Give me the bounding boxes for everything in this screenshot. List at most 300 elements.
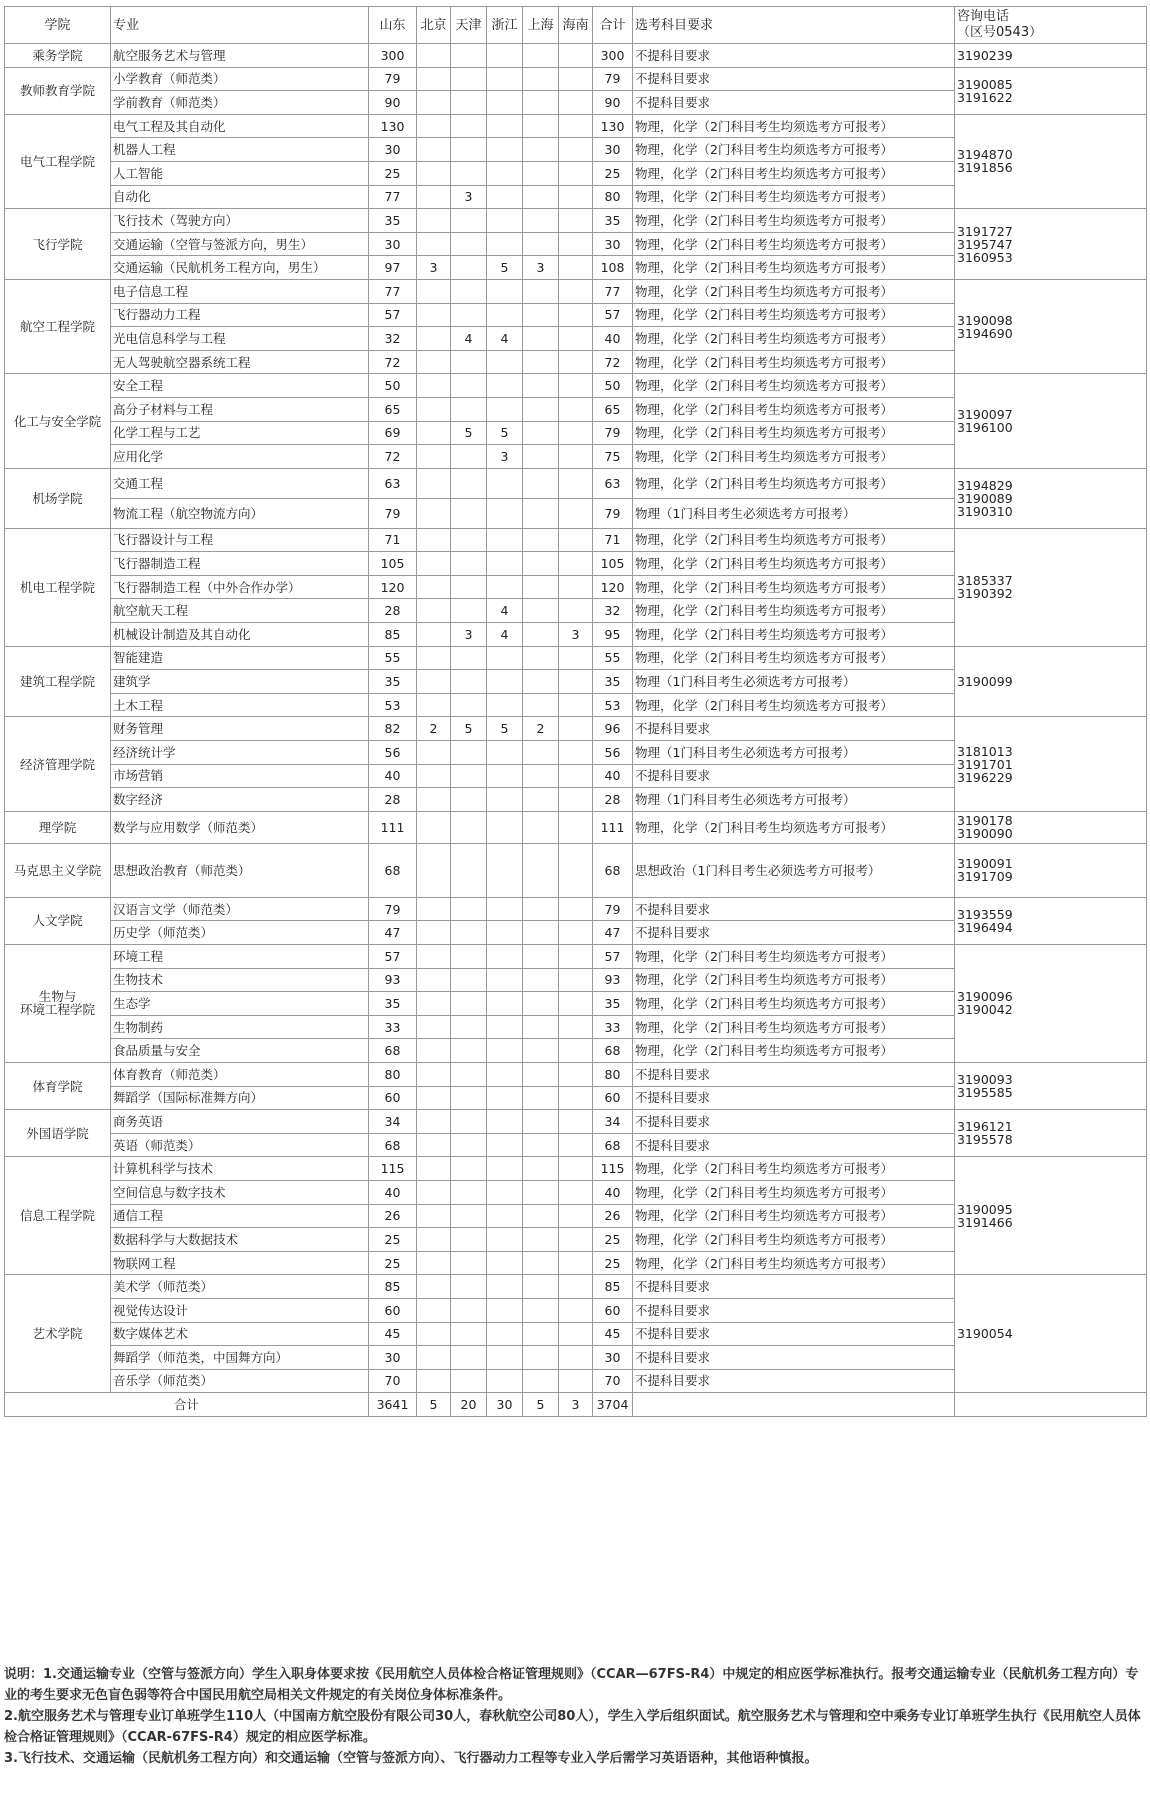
quota-zhejiang: [487, 992, 523, 1016]
subject-requirement: 物理，化学（2门科目考生均须选考方可报考）: [633, 623, 955, 647]
quota-zhejiang: [487, 1346, 523, 1370]
phone-number: 3190091: [957, 856, 1013, 872]
quota-zhejiang: [487, 788, 523, 812]
quota-hainan: [559, 445, 593, 469]
quota-beijing: [417, 897, 451, 921]
quota-total: 30: [593, 232, 633, 256]
college-cell: 信息工程学院: [5, 1157, 111, 1275]
quota-zhejiang: [487, 1062, 523, 1086]
subject-requirement: 不提科目要求: [633, 44, 955, 68]
quota-beijing: [417, 1275, 451, 1299]
phone-cell: [955, 843, 1147, 897]
quota-shandong: 35: [369, 992, 417, 1016]
quota-shanghai: [523, 350, 559, 374]
summary-beijing: 5: [417, 1393, 451, 1417]
college-cell: [5, 945, 111, 1063]
quota-total: 35: [593, 670, 633, 694]
quota-hainan: [559, 1369, 593, 1393]
quota-shanghai: [523, 1251, 559, 1275]
quota-tianjin: [451, 968, 487, 992]
quota-tianjin: [451, 670, 487, 694]
quota-zhejiang: 5: [487, 421, 523, 445]
quota-shandong: 79: [369, 498, 417, 528]
major-cell: 自动化: [111, 185, 369, 209]
college-cell: 航空工程学院: [5, 279, 111, 373]
quota-zhejiang: [487, 1204, 523, 1228]
enrollment-plan-table: [4, 6, 1147, 1417]
table-row: [5, 646, 1147, 670]
quota-zhejiang: [487, 350, 523, 374]
quota-shanghai: [523, 185, 559, 209]
quota-tianjin: [451, 468, 487, 498]
quota-hainan: [559, 788, 593, 812]
quota-total: 80: [593, 1062, 633, 1086]
quota-shanghai: [523, 1015, 559, 1039]
quota-tianjin: [451, 209, 487, 233]
phone-cell: [955, 646, 1147, 717]
phone-number: 3190096: [957, 989, 1013, 1005]
quota-hainan: [559, 1228, 593, 1252]
phone-cell: [955, 468, 1147, 528]
quota-hainan: [559, 256, 593, 280]
quota-shanghai: [523, 1298, 559, 1322]
quota-zhejiang: 4: [487, 623, 523, 647]
quota-hainan: [559, 1133, 593, 1157]
summary-total: 3704: [593, 1393, 633, 1417]
quota-shandong: 68: [369, 843, 417, 897]
quota-zhejiang: [487, 741, 523, 765]
quota-beijing: [417, 1251, 451, 1275]
subject-requirement: 物理，化学（2门科目考生均须选考方可报考）: [633, 256, 955, 280]
subject-requirement: 物理，化学（2门科目考生均须选考方可报考）: [633, 528, 955, 552]
major-cell: 物联网工程: [111, 1251, 369, 1275]
quota-shandong: 97: [369, 256, 417, 280]
header-major: 专业: [111, 7, 369, 44]
quota-hainan: [559, 843, 593, 897]
subject-requirement: 物理，化学（2门科目考生均须选考方可报考）: [633, 992, 955, 1016]
subject-requirement: 物理，化学（2门科目考生均须选考方可报考）: [633, 374, 955, 398]
major-cell: 土木工程: [111, 693, 369, 717]
quota-shanghai: [523, 1133, 559, 1157]
quota-tianjin: 4: [451, 327, 487, 351]
major-cell: 数学与应用数学（师范类）: [111, 811, 369, 843]
major-cell: 英语（师范类）: [111, 1133, 369, 1157]
quota-total: 40: [593, 327, 633, 351]
quota-total: 47: [593, 921, 633, 945]
quota-shandong: 70: [369, 1369, 417, 1393]
subject-requirement: 物理，化学（2门科目考生均须选考方可报考）: [633, 945, 955, 969]
quota-total: 115: [593, 1157, 633, 1181]
header-zhejiang: 浙江: [487, 7, 523, 44]
quota-zhejiang: 4: [487, 599, 523, 623]
phone-number: 3190310: [957, 503, 1013, 519]
quota-hainan: [559, 1157, 593, 1181]
phone-cell: [955, 897, 1147, 944]
quota-shanghai: [523, 599, 559, 623]
quota-total: 30: [593, 138, 633, 162]
table-row: [5, 945, 1147, 969]
quota-beijing: [417, 670, 451, 694]
major-cell: 数字媒体艺术: [111, 1322, 369, 1346]
subject-requirement: 不提科目要求: [633, 717, 955, 741]
phone-cell: [955, 1157, 1147, 1275]
quota-beijing: 3: [417, 256, 451, 280]
subject-requirement: 物理，化学（2门科目考生均须选考方可报考）: [633, 693, 955, 717]
quota-shandong: 69: [369, 421, 417, 445]
college-cell: 飞行学院: [5, 209, 111, 280]
phone-cell: [955, 67, 1147, 114]
subject-requirement: 物理，化学（2门科目考生均须选考方可报考）: [633, 1180, 955, 1204]
table-row: [5, 209, 1147, 233]
quota-total: 90: [593, 91, 633, 115]
quota-shanghai: [523, 921, 559, 945]
quota-total: 85: [593, 1275, 633, 1299]
major-cell: 飞行器设计与工程: [111, 528, 369, 552]
subject-requirement: 物理，化学（2门科目考生均须选考方可报考）: [633, 397, 955, 421]
quota-tianjin: [451, 1228, 487, 1252]
subject-requirement: 物理，化学（2门科目考生均须选考方可报考）: [633, 161, 955, 185]
quota-tianjin: [451, 256, 487, 280]
quota-shanghai: [523, 528, 559, 552]
subject-requirement: 不提科目要求: [633, 1086, 955, 1110]
subject-requirement: 物理，化学（2门科目考生均须选考方可报考）: [633, 811, 955, 843]
phone-number: 3160953: [957, 249, 1013, 265]
summary-hainan: 3: [559, 1393, 593, 1417]
quota-shanghai: [523, 1157, 559, 1181]
quota-shanghai: [523, 1110, 559, 1134]
subject-requirement: 不提科目要求: [633, 1298, 955, 1322]
phone-cell: [955, 945, 1147, 1063]
quota-shanghai: [523, 1204, 559, 1228]
quota-hainan: [559, 421, 593, 445]
quota-shandong: 80: [369, 1062, 417, 1086]
quota-shanghai: [523, 1228, 559, 1252]
college-cell: 经济管理学院: [5, 717, 111, 811]
subject-requirement: 物理，化学（2门科目考生均须选考方可报考）: [633, 1251, 955, 1275]
header-phone-title: 咨询电话: [957, 9, 1010, 24]
quota-shanghai: [523, 397, 559, 421]
quota-total: 105: [593, 552, 633, 576]
quota-zhejiang: [487, 498, 523, 528]
quota-zhejiang: [487, 1369, 523, 1393]
quota-total: 60: [593, 1298, 633, 1322]
quota-hainan: [559, 1322, 593, 1346]
quota-zhejiang: [487, 1298, 523, 1322]
quota-tianjin: [451, 811, 487, 843]
quota-total: 26: [593, 1204, 633, 1228]
note-1: 说明：1.交通运输专业（空管与签派方向）学生入职身体要求按《民用航空人员体检合格证管理规则》（CCAR—67FS-R4）中规定的相应医学标准执行。报考交通运输专业（民航机务工程方向）专业的考生要求无色盲色弱等符合中国民用航空局相关文件规定的有关岗位身体标准条件。: [4, 1667, 1139, 1703]
quota-total: 40: [593, 764, 633, 788]
phone-number: 3190178: [957, 813, 1013, 829]
quota-zhejiang: [487, 279, 523, 303]
quota-shandong: 28: [369, 788, 417, 812]
quota-beijing: [417, 327, 451, 351]
quota-shandong: 50: [369, 374, 417, 398]
subject-requirement: 不提科目要求: [633, 1133, 955, 1157]
major-cell: 飞行器动力工程: [111, 303, 369, 327]
quota-shanghai: [523, 1062, 559, 1086]
phone-number: 3190054: [957, 1326, 1013, 1342]
major-cell: 生物制药: [111, 1015, 369, 1039]
quota-beijing: [417, 968, 451, 992]
quota-shandong: 111: [369, 811, 417, 843]
quota-beijing: [417, 811, 451, 843]
quota-hainan: [559, 575, 593, 599]
quota-total: 65: [593, 397, 633, 421]
table-row: [5, 811, 1147, 843]
quota-total: 111: [593, 811, 633, 843]
major-cell: 飞行器制造工程（中外合作办学）: [111, 575, 369, 599]
phone-number: 3190095: [957, 1201, 1013, 1217]
quota-hainan: [559, 1275, 593, 1299]
quota-zhejiang: [487, 528, 523, 552]
quota-shandong: 120: [369, 575, 417, 599]
quota-shanghai: 2: [523, 717, 559, 741]
quota-total: 93: [593, 968, 633, 992]
quota-zhejiang: [487, 138, 523, 162]
quota-shanghai: [523, 303, 559, 327]
quota-beijing: [417, 646, 451, 670]
major-cell: 财务管理: [111, 717, 369, 741]
quota-hainan: [559, 670, 593, 694]
quota-shandong: 26: [369, 1204, 417, 1228]
quota-beijing: [417, 575, 451, 599]
quota-shandong: 71: [369, 528, 417, 552]
major-cell: 物流工程（航空物流方向）: [111, 498, 369, 528]
quota-shanghai: [523, 279, 559, 303]
quota-zhejiang: [487, 468, 523, 498]
quota-tianjin: [451, 161, 487, 185]
quota-total: 60: [593, 1086, 633, 1110]
quota-tianjin: [451, 1275, 487, 1299]
quota-tianjin: 3: [451, 623, 487, 647]
table-row: [5, 67, 1147, 91]
subject-requirement: 不提科目要求: [633, 1275, 955, 1299]
major-cell: 交通运输（民航机务工程方向，男生）: [111, 256, 369, 280]
summary-tianjin: 20: [451, 1393, 487, 1417]
quota-shandong: 25: [369, 161, 417, 185]
quota-total: 45: [593, 1322, 633, 1346]
quota-tianjin: [451, 552, 487, 576]
quota-shandong: 57: [369, 303, 417, 327]
quota-shandong: 82: [369, 717, 417, 741]
summary-shandong: 3641: [369, 1393, 417, 1417]
quota-tianjin: [451, 1251, 487, 1275]
quota-total: 34: [593, 1110, 633, 1134]
quota-shanghai: [523, 1346, 559, 1370]
major-cell: 飞行器制造工程: [111, 552, 369, 576]
quota-shandong: 30: [369, 1346, 417, 1370]
quota-total: 79: [593, 498, 633, 528]
major-cell: 视觉传达设计: [111, 1298, 369, 1322]
quota-hainan: [559, 1062, 593, 1086]
header-row: [5, 7, 1147, 44]
quota-beijing: [417, 945, 451, 969]
quota-beijing: [417, 764, 451, 788]
phone-number: 3190099: [957, 674, 1013, 690]
quota-zhejiang: [487, 670, 523, 694]
quota-shanghai: [523, 897, 559, 921]
quota-hainan: [559, 717, 593, 741]
quota-shanghai: [523, 1369, 559, 1393]
quota-tianjin: [451, 303, 487, 327]
major-cell: 思想政治教育（师范类）: [111, 843, 369, 897]
quota-zhejiang: [487, 1275, 523, 1299]
quota-shandong: 63: [369, 468, 417, 498]
quota-beijing: [417, 623, 451, 647]
phone-cell: [955, 209, 1147, 280]
college-cell: 体育学院: [5, 1062, 111, 1109]
phone-number: 3194829: [957, 477, 1013, 493]
quota-hainan: [559, 811, 593, 843]
phone-number: 3190090: [957, 826, 1013, 842]
subject-requirement: 物理，化学（2门科目考生均须选考方可报考）: [633, 968, 955, 992]
quota-total: 25: [593, 161, 633, 185]
quota-shanghai: [523, 552, 559, 576]
subject-requirement: 物理，化学（2门科目考生均须选考方可报考）: [633, 1204, 955, 1228]
phone-number: 3191701: [957, 756, 1013, 772]
subject-requirement: 不提科目要求: [633, 1322, 955, 1346]
quota-zhejiang: [487, 1110, 523, 1134]
quota-zhejiang: [487, 1251, 523, 1275]
quota-hainan: [559, 161, 593, 185]
major-cell: 化学工程与工艺: [111, 421, 369, 445]
quota-zhejiang: [487, 91, 523, 115]
subject-requirement: 不提科目要求: [633, 897, 955, 921]
quota-shanghai: [523, 1039, 559, 1063]
table-row: [5, 468, 1147, 498]
table-row: [5, 1110, 1147, 1134]
quota-hainan: [559, 968, 593, 992]
major-cell: 小学教育（师范类）: [111, 67, 369, 91]
quota-hainan: [559, 552, 593, 576]
quota-tianjin: [451, 1322, 487, 1346]
quota-shandong: 60: [369, 1298, 417, 1322]
subject-requirement: 物理，化学（2门科目考生均须选考方可报考）: [633, 1039, 955, 1063]
quota-total: 57: [593, 945, 633, 969]
subject-requirement: 不提科目要求: [633, 1110, 955, 1134]
major-cell: 数据科学与大数据技术: [111, 1228, 369, 1252]
quota-total: 56: [593, 741, 633, 765]
quota-zhejiang: [487, 693, 523, 717]
major-cell: 音乐学（师范类）: [111, 1369, 369, 1393]
quota-total: 96: [593, 717, 633, 741]
college-cell: 乘务学院: [5, 44, 111, 68]
quota-tianjin: [451, 693, 487, 717]
major-cell: 电子信息工程: [111, 279, 369, 303]
subject-requirement: 物理，化学（2门科目考生均须选考方可报考）: [633, 209, 955, 233]
summary-zhejiang: 30: [487, 1393, 523, 1417]
quota-beijing: [417, 599, 451, 623]
phone-number: 3190097: [957, 407, 1013, 422]
header-phone-area: （区号0543）: [957, 25, 1043, 40]
quota-total: 108: [593, 256, 633, 280]
quota-hainan: [559, 1180, 593, 1204]
quota-beijing: [417, 1133, 451, 1157]
summary-row: [5, 1393, 1147, 1417]
quota-total: 95: [593, 623, 633, 647]
quota-shanghai: [523, 788, 559, 812]
quota-tianjin: [451, 992, 487, 1016]
quota-zhejiang: [487, 921, 523, 945]
quota-shanghai: [523, 1086, 559, 1110]
quota-tianjin: [451, 138, 487, 162]
quota-beijing: [417, 138, 451, 162]
quota-shandong: 72: [369, 350, 417, 374]
table-row: [5, 1157, 1147, 1181]
quota-tianjin: [451, 599, 487, 623]
phone-cell: [955, 1062, 1147, 1109]
quota-shanghai: [523, 945, 559, 969]
quota-total: 55: [593, 646, 633, 670]
quota-zhejiang: [487, 968, 523, 992]
phone-number: 3196494: [957, 919, 1013, 935]
quota-total: 79: [593, 421, 633, 445]
quota-hainan: [559, 599, 593, 623]
quota-hainan: 3: [559, 623, 593, 647]
major-cell: 交通运输（空管与签派方向，男生）: [111, 232, 369, 256]
major-cell: 应用化学: [111, 445, 369, 469]
quota-beijing: [417, 1298, 451, 1322]
summary-empty: [633, 1393, 955, 1417]
quota-hainan: [559, 209, 593, 233]
quota-shanghai: [523, 623, 559, 647]
phone-cell: [955, 1110, 1147, 1157]
header-college: 学院: [5, 7, 111, 44]
quota-hainan: [559, 1086, 593, 1110]
phone-number: 3195585: [957, 1085, 1013, 1101]
quota-beijing: [417, 44, 451, 68]
summary-label: 合计: [5, 1393, 369, 1417]
quota-zhejiang: [487, 945, 523, 969]
quota-beijing: [417, 374, 451, 398]
quota-hainan: [559, 279, 593, 303]
quota-shanghai: [523, 445, 559, 469]
subject-requirement: 物理（1门科目考生必须选考方可报考）: [633, 788, 955, 812]
phone-number: 3190042: [957, 1002, 1013, 1018]
table-row: [5, 897, 1147, 921]
subject-requirement: 物理，化学（2门科目考生均须选考方可报考）: [633, 575, 955, 599]
major-cell: 商务英语: [111, 1110, 369, 1134]
quota-hainan: [559, 232, 593, 256]
quota-beijing: [417, 1346, 451, 1370]
quota-shandong: 85: [369, 1275, 417, 1299]
subject-requirement: 不提科目要求: [633, 921, 955, 945]
quota-tianjin: [451, 91, 487, 115]
major-cell: 生物技术: [111, 968, 369, 992]
quota-shandong: 25: [369, 1251, 417, 1275]
college-cell: 理学院: [5, 811, 111, 843]
major-cell: 数字经济: [111, 788, 369, 812]
quota-shanghai: [523, 161, 559, 185]
quota-shandong: 32: [369, 327, 417, 351]
quota-shanghai: [523, 575, 559, 599]
quota-shanghai: [523, 67, 559, 91]
quota-tianjin: [451, 498, 487, 528]
quota-shandong: 30: [369, 138, 417, 162]
quota-total: 35: [593, 209, 633, 233]
college-cell: 化工与安全学院: [5, 374, 111, 468]
quota-zhejiang: [487, 185, 523, 209]
subject-requirement: 物理，化学（2门科目考生均须选考方可报考）: [633, 646, 955, 670]
major-cell: 无人驾驶航空器系统工程: [111, 350, 369, 374]
quota-tianjin: [451, 397, 487, 421]
quota-shanghai: [523, 232, 559, 256]
quota-tianjin: [451, 1086, 487, 1110]
quota-shanghai: [523, 1322, 559, 1346]
quota-beijing: [417, 528, 451, 552]
quota-hainan: [559, 528, 593, 552]
